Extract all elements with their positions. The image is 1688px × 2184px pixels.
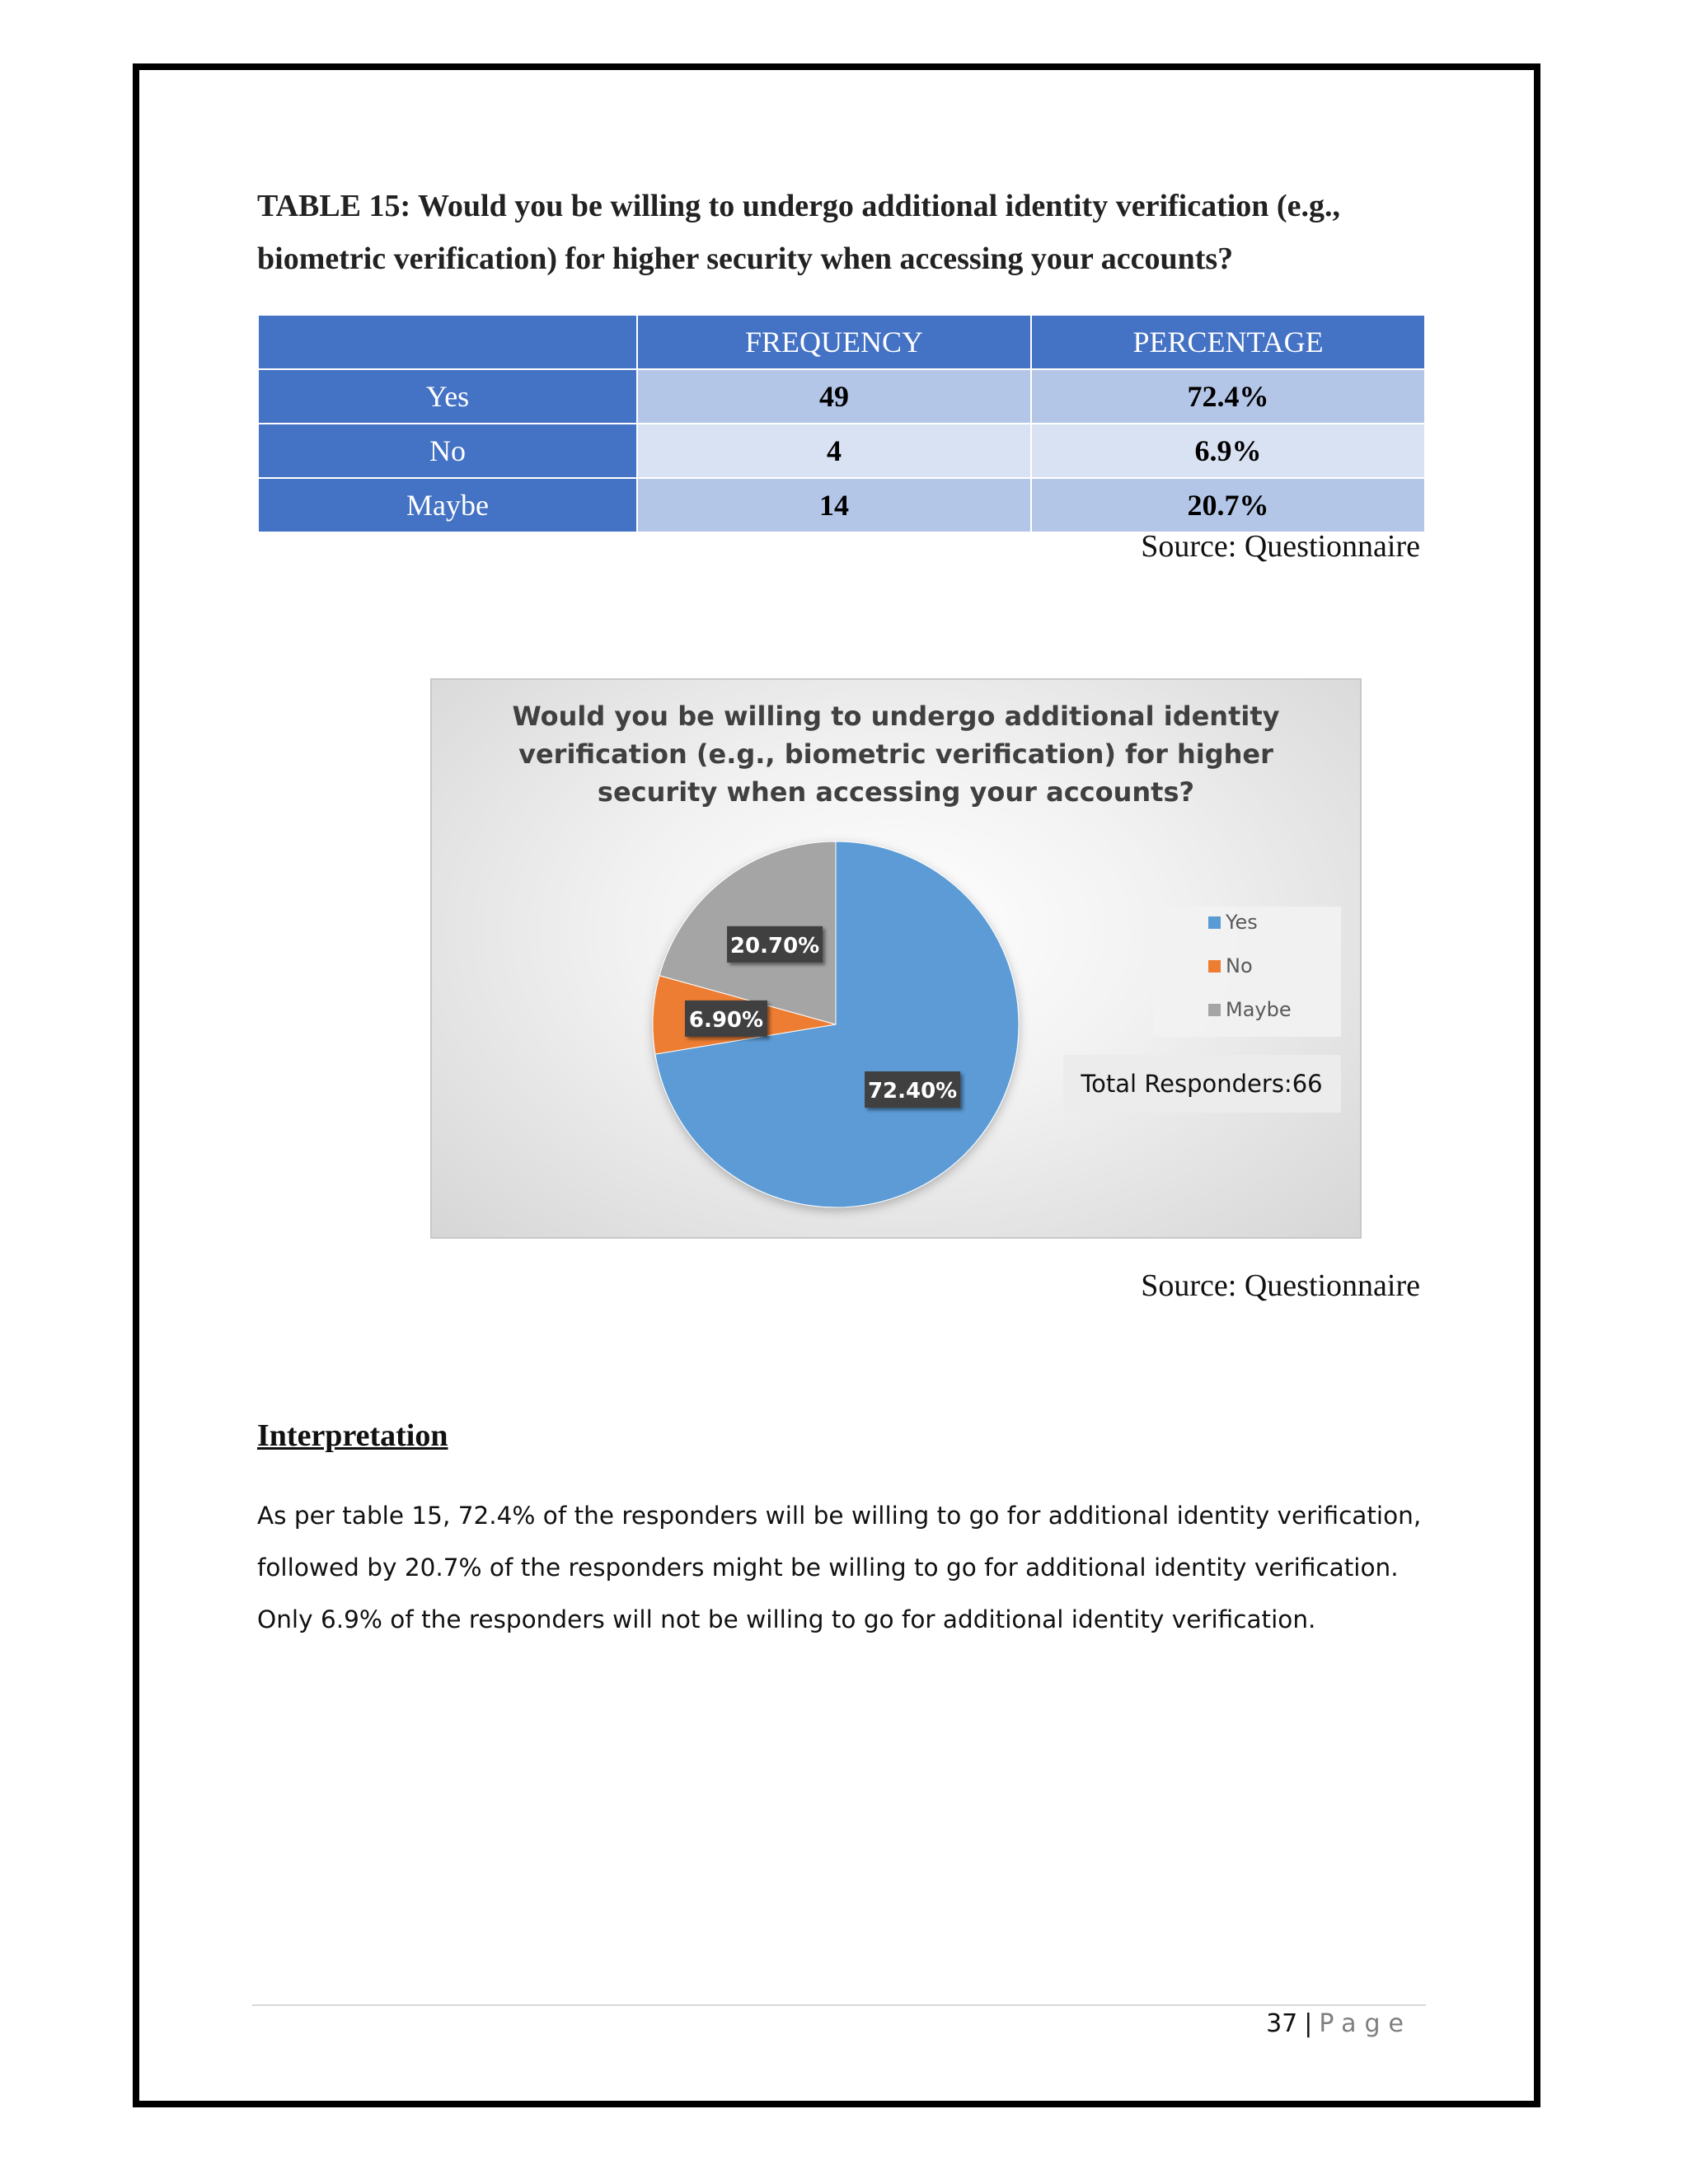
chart-source: Source: Questionnaire xyxy=(1141,1268,1420,1303)
legend-label: No xyxy=(1226,954,1253,977)
interpretation-heading: Interpretation xyxy=(257,1418,448,1453)
table-row xyxy=(258,369,1425,424)
table-title: TABLE 15: Would you be willing to undergo additional identity verification (e.g., biometric verification) for higher security when accessing your accounts? xyxy=(257,189,1340,276)
table-row xyxy=(258,478,1425,532)
chart-title-line: Would you be willing to undergo additional identity xyxy=(512,701,1280,732)
page-word: Page xyxy=(1319,2009,1412,2038)
data-label-yes xyxy=(865,1071,960,1108)
row-label: No xyxy=(258,424,637,478)
pie-chart xyxy=(430,678,1362,1239)
legend-swatch xyxy=(1208,916,1221,929)
row-label: Yes xyxy=(258,369,637,424)
percentage-cell: 6.9% xyxy=(1031,424,1425,478)
header-cell-percentage: PERCENTAGE xyxy=(1031,315,1425,369)
chart-title-line: verification (e.g., biometric verification) for higher xyxy=(518,738,1273,770)
header-cell-frequency: FREQUENCY xyxy=(637,315,1031,369)
interpretation-text: As per table 15, 72.4% of the responders will be willing to go for additional identity verification, followed by 20.7% of the responders might be willing to go for additional identity verification. Only 6.9% of the responders will not be willing to go for additional identity verification. xyxy=(257,1502,1422,1633)
chart-title-line: security when accessing your accounts? xyxy=(597,776,1195,808)
data-label-no xyxy=(685,1001,767,1037)
page-footer xyxy=(1266,2009,1412,2038)
footer-divider xyxy=(252,2004,1426,2006)
page-number: 37 xyxy=(1266,2009,1298,2038)
percentage-cell: 72.4% xyxy=(1031,369,1425,424)
table-row xyxy=(258,424,1425,478)
pie-chart-svg xyxy=(432,680,1360,1237)
data-label-maybe xyxy=(727,926,823,963)
legend-label: Maybe xyxy=(1226,998,1292,1021)
total-responders-annotation: Total Responders:66 xyxy=(1081,1070,1323,1098)
percentage-cell: 20.7% xyxy=(1031,478,1425,532)
table-source: Source: Questionnaire xyxy=(1141,529,1420,564)
svg-text:72.40%: 72.40% xyxy=(867,1079,958,1104)
footer-separator: | xyxy=(1304,2009,1313,2038)
legend-swatch xyxy=(1208,1004,1221,1016)
frequency-cell: 14 xyxy=(637,478,1031,532)
chart-title xyxy=(512,701,1279,808)
legend-label: Yes xyxy=(1226,911,1258,934)
svg-text:6.90%: 6.90% xyxy=(688,1007,764,1033)
table-header-row xyxy=(258,315,1425,369)
frequency-table xyxy=(257,314,1426,533)
header-cell-empty xyxy=(258,315,637,369)
row-label: Maybe xyxy=(258,478,637,532)
frequency-cell: 49 xyxy=(637,369,1031,424)
frequency-cell: 4 xyxy=(637,424,1031,478)
svg-text:20.70%: 20.70% xyxy=(729,933,820,958)
legend-swatch xyxy=(1208,960,1221,972)
